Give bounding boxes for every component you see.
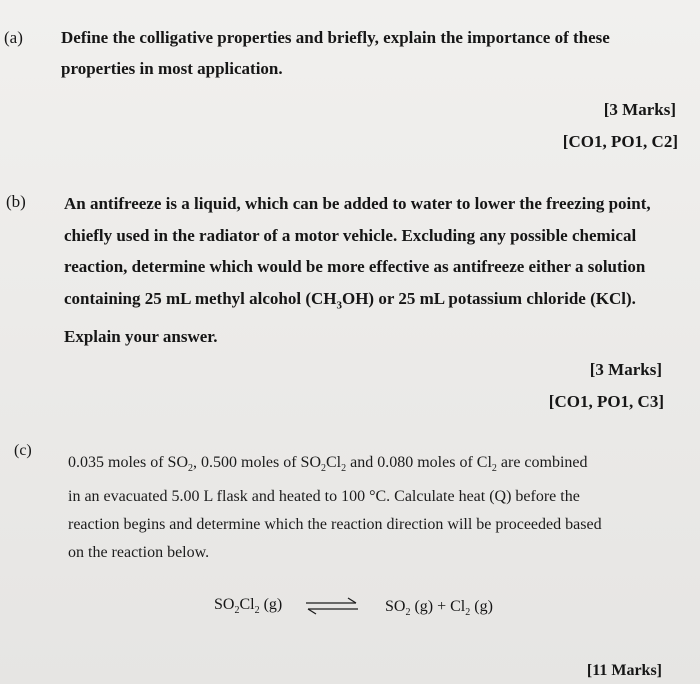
- equation-left-part-2: Cl: [239, 596, 255, 613]
- question-c-marks: [11 Marks]: [586, 662, 662, 679]
- subscript-3: 3: [336, 298, 342, 311]
- question-c-line-1: [68, 449, 688, 483]
- question-c-line-1-part-3: Cl: [326, 454, 342, 471]
- subscript-2: 2: [465, 607, 471, 619]
- question-c-line-1-part-2: , 0.500 moles of SO: [193, 454, 321, 471]
- question-c-line-2: in an evacuated 5.00 L flask and heated to 100 °C. Calculate heat (Q) before the: [68, 488, 580, 506]
- equilibrium-arrow-icon: [304, 597, 360, 620]
- question-c-label: (c): [14, 442, 32, 459]
- subscript-2: 2: [491, 463, 497, 475]
- question-a-marks: [3 Marks]: [603, 100, 676, 119]
- question-b-line-2: chiefly used in the radiator of a motor vehicle. Excluding any possible chemical: [64, 225, 637, 245]
- question-a-outcomes: [CO1, PO1, C2]: [562, 132, 678, 151]
- question-c-line-1-part-1: 0.035 moles of SO: [68, 454, 188, 471]
- question-c-line-4: on the reaction below.: [68, 544, 210, 562]
- question-a-label: (a): [4, 28, 23, 47]
- equation-right-part-3: (g): [470, 598, 493, 615]
- equation-right-part-1: SO: [385, 598, 406, 615]
- question-b-line-4-part-2: OH) or 25 mL potassium chloride (KCl).: [341, 288, 636, 308]
- question-b-line-3: reaction, determine which would be more effective as antifreeze either a solution: [64, 257, 646, 276]
- question-a-text: [61, 22, 691, 84]
- question-b-marks: [3 Marks]: [589, 360, 662, 379]
- subscript-2: 2: [321, 463, 326, 475]
- question-a-line-2: properties in most application.: [61, 59, 283, 78]
- question-b-line-5: Explain your answer.: [64, 327, 218, 347]
- question-c-line-1-part-4: and 0.080 moles of Cl: [346, 454, 492, 471]
- equation-left-side: [214, 596, 282, 616]
- equation-right-side: [385, 598, 493, 618]
- question-b-label: (b): [6, 192, 26, 211]
- subscript-2: 2: [405, 607, 411, 619]
- equation-right-part-2: (g) + Cl: [410, 598, 466, 615]
- subscript-2: 2: [341, 463, 347, 475]
- subscript-2: 2: [188, 463, 193, 475]
- question-b-line-4: [64, 283, 694, 322]
- question-a-line-1: Define the colligative properties and briefly, explain the importance of these: [61, 28, 610, 47]
- question-c-text: [68, 449, 688, 567]
- subscript-2: 2: [234, 605, 240, 617]
- equation-left-part-3: (g): [259, 596, 283, 613]
- question-b-line-1: An antifreeze is a liquid, which can be added to water to lower the freezing point,: [64, 194, 651, 213]
- question-c-line-1-part-5: are combined: [496, 454, 588, 471]
- question-b-line-4-part-1: containing 25 mL methyl alcohol (CH: [64, 288, 337, 308]
- question-c-line-3: reaction begins and determine which the reaction direction will be proceeded based: [68, 516, 602, 534]
- equation-left-part-1: SO: [214, 596, 235, 613]
- subscript-2: 2: [254, 605, 260, 617]
- question-b-outcomes: [CO1, PO1, C3]: [548, 392, 664, 411]
- question-b-text: [64, 188, 694, 353]
